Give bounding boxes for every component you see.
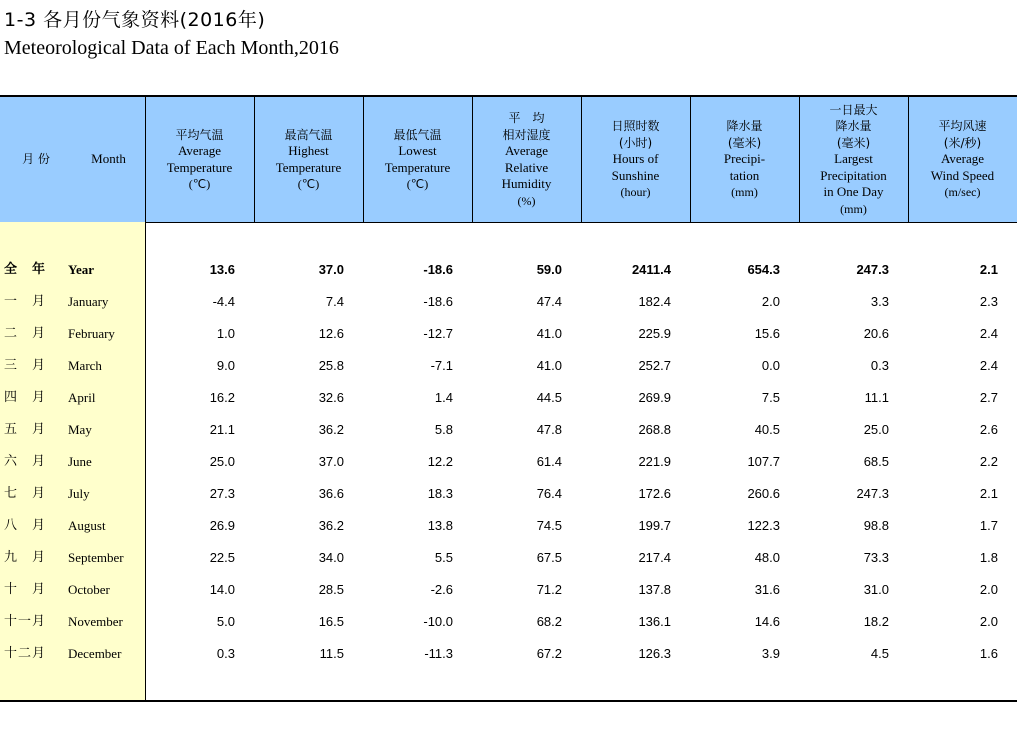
cell-avg-temp: 22.5 <box>209 550 235 565</box>
cell-wind-speed: 2.4 <box>979 326 998 341</box>
header-line: Precipi- <box>723 151 766 167</box>
header-max-temp <box>254 97 363 222</box>
cell-humidity: 67.5 <box>536 550 562 565</box>
month-label-cn: 十 月 <box>4 582 47 597</box>
cell-max-daily-precip: 247.3 <box>856 486 889 501</box>
cell-sunshine: 217.4 <box>638 550 671 565</box>
cell-max-daily-precip: 0.3 <box>870 358 889 373</box>
cell-sunshine: 225.9 <box>638 326 671 341</box>
header-line: 最高气温 <box>284 127 333 142</box>
cell-max-temp: 37.0 <box>318 262 344 277</box>
cell-wind-speed: 2.0 <box>979 582 998 597</box>
cell-avg-temp: 27.3 <box>209 486 235 501</box>
month-label-en: March <box>68 358 102 373</box>
header-line: 降水量 <box>726 119 763 134</box>
month-label-en: April <box>68 390 96 405</box>
month-label-en: June <box>68 454 92 469</box>
cell-humidity: 61.4 <box>536 454 562 469</box>
header-line: (℃) <box>188 177 211 191</box>
header-avg-temp <box>145 97 254 222</box>
header-line: (小时) <box>618 135 653 150</box>
cell-wind-speed: 2.7 <box>979 390 998 405</box>
cell-max-temp: 32.6 <box>318 390 344 405</box>
header-divider <box>799 97 800 222</box>
header-precipitation <box>690 97 799 222</box>
cell-max-daily-precip: 11.1 <box>864 390 889 405</box>
header-line: (毫米) <box>836 135 871 150</box>
month-label-cn: 二 月 <box>4 326 47 341</box>
header-divider <box>908 97 909 222</box>
month-label-cn: 一 月 <box>4 294 47 309</box>
cell-humidity: 47.4 <box>536 294 562 309</box>
cell-wind-speed: 2.4 <box>979 358 998 373</box>
month-label-en: August <box>68 518 106 533</box>
cell-humidity: 68.2 <box>536 614 562 629</box>
cell-wind-speed: 1.8 <box>979 550 998 565</box>
cell-max-temp: 34.0 <box>318 550 344 565</box>
table-row <box>0 542 1017 574</box>
header-line: 平均风速 <box>938 119 987 134</box>
header-line: Temperature <box>166 159 233 175</box>
cell-sunshine: 252.7 <box>638 358 671 373</box>
header-line: Largest <box>834 151 873 167</box>
cell-min-temp: 13.8 <box>427 518 453 533</box>
cell-max-temp: 36.2 <box>318 422 344 437</box>
cell-max-daily-precip: 25.0 <box>863 422 889 437</box>
header-line: (℃) <box>406 177 429 191</box>
cell-humidity: 59.0 <box>536 262 562 277</box>
header-line: (%) <box>517 193 536 208</box>
cell-max-daily-precip: 98.8 <box>863 518 889 533</box>
month-label-en: September <box>68 550 124 565</box>
table-row <box>0 350 1017 382</box>
cell-precipitation: 14.6 <box>754 614 780 629</box>
header-line: Relative <box>504 159 549 175</box>
cell-max-daily-precip: 20.6 <box>863 326 889 341</box>
cell-humidity: 47.8 <box>536 422 562 437</box>
header-line: (m/sec) <box>944 185 981 200</box>
month-label-en: January <box>68 294 109 309</box>
month-label-cn: 八 月 <box>4 518 47 533</box>
cell-wind-speed: 2.3 <box>979 294 998 309</box>
header-line: Hours of <box>612 151 659 167</box>
header-divider <box>690 97 691 222</box>
cell-wind-speed: 2.2 <box>979 454 998 469</box>
cell-humidity: 76.4 <box>536 486 562 501</box>
header-divider <box>363 97 364 222</box>
header-min-temp <box>363 97 472 222</box>
header-month-cn: 月 份 <box>22 152 50 167</box>
month-label-en: October <box>68 582 110 597</box>
month-label-en: Year <box>68 262 94 277</box>
cell-precipitation: 3.9 <box>761 646 780 661</box>
cell-precipitation: 0.0 <box>761 358 780 373</box>
bottom-rule <box>0 700 1017 702</box>
cell-humidity: 41.0 <box>536 358 562 373</box>
header-line: Precipitation <box>820 167 887 183</box>
month-label-cn: 三 月 <box>4 358 47 373</box>
cell-sunshine: 172.6 <box>638 486 671 501</box>
month-label-cn: 四 月 <box>4 390 47 405</box>
cell-wind-speed: 2.1 <box>979 486 998 501</box>
cell-min-temp: 5.5 <box>434 550 453 565</box>
cell-max-daily-precip: 4.5 <box>870 646 889 661</box>
header-line: (米/秒) <box>943 135 982 150</box>
cell-min-temp: -11.3 <box>424 646 453 661</box>
cell-wind-speed: 2.0 <box>979 614 998 629</box>
cell-wind-speed: 2.1 <box>979 262 998 277</box>
cell-precipitation: 48.0 <box>754 550 780 565</box>
cell-humidity: 71.2 <box>536 582 562 597</box>
cell-max-daily-precip: 3.3 <box>870 294 889 309</box>
cell-max-temp: 37.0 <box>318 454 344 469</box>
cell-avg-temp: 0.3 <box>216 646 235 661</box>
cell-min-temp: 1.4 <box>434 390 453 405</box>
header-line: 日照时数 <box>611 119 660 134</box>
table-row <box>0 414 1017 446</box>
header-humidity <box>472 97 581 222</box>
header-line: Lowest <box>398 143 437 158</box>
month-label-cn: 九 月 <box>4 550 47 565</box>
header-divider <box>581 97 582 222</box>
cell-sunshine: 199.7 <box>638 518 671 533</box>
month-label-cn: 全 年 <box>4 262 47 277</box>
month-label-cn: 十二月 <box>4 646 47 661</box>
cell-min-temp: -12.7 <box>423 326 453 341</box>
cell-avg-temp: 9.0 <box>216 358 235 373</box>
header-max-daily-precip <box>799 97 908 222</box>
cell-min-temp: -7.1 <box>430 358 453 373</box>
table-row <box>0 446 1017 478</box>
cell-wind-speed: 1.6 <box>979 646 998 661</box>
cell-precipitation: 2.0 <box>761 294 780 309</box>
header-line: (hour) <box>620 185 651 200</box>
header-line: Temperature <box>384 159 451 175</box>
cell-avg-temp: 25.0 <box>209 454 235 469</box>
cell-max-temp: 36.2 <box>318 518 344 533</box>
cell-min-temp: -18.6 <box>423 262 453 277</box>
header-line: Temperature <box>275 159 342 175</box>
cell-avg-temp: 21.1 <box>209 422 235 437</box>
cell-avg-temp: 13.6 <box>209 262 235 277</box>
table-row <box>0 382 1017 414</box>
cell-max-daily-precip: 73.3 <box>863 550 889 565</box>
month-label-cn: 五 月 <box>4 422 47 437</box>
month-label-cn: 七 月 <box>4 486 47 501</box>
cell-max-temp: 25.8 <box>318 358 344 373</box>
month-label-en: December <box>68 646 122 661</box>
cell-min-temp: -2.6 <box>430 582 453 597</box>
month-label-en: July <box>68 486 90 501</box>
header-sunshine <box>581 97 690 222</box>
cell-precipitation: 15.6 <box>754 326 780 341</box>
month-label-cn: 十一月 <box>4 614 47 629</box>
cell-humidity: 74.5 <box>536 518 562 533</box>
header-line: (毫米) <box>727 135 762 150</box>
header-line: in One Day <box>823 184 884 200</box>
header-line: Average <box>504 143 549 158</box>
header-line: Humidity <box>501 176 552 191</box>
header-line: (℃) <box>297 177 320 191</box>
cell-max-temp: 12.6 <box>318 326 344 341</box>
table-header <box>0 97 1017 223</box>
cell-wind-speed: 2.6 <box>979 422 998 437</box>
header-wind-speed <box>908 97 1017 222</box>
cell-avg-temp: 26.9 <box>209 518 235 533</box>
cell-max-temp: 11.5 <box>319 646 344 661</box>
cell-sunshine: 269.9 <box>638 390 671 405</box>
cell-humidity: 41.0 <box>536 326 562 341</box>
cell-avg-temp: 5.0 <box>216 614 235 629</box>
header-divider <box>472 97 473 222</box>
cell-precipitation: 107.7 <box>747 454 780 469</box>
header-line: Average <box>940 151 985 167</box>
cell-humidity: 67.2 <box>536 646 562 661</box>
header-line: Sunshine <box>611 167 660 183</box>
cell-precipitation: 260.6 <box>747 486 780 501</box>
cell-max-daily-precip: 18.2 <box>863 614 889 629</box>
table-row <box>0 510 1017 542</box>
cell-avg-temp: 16.2 <box>209 390 235 405</box>
table-row <box>0 286 1017 318</box>
header-line: Highest <box>288 143 329 158</box>
header-line: Average <box>177 143 222 158</box>
header-line: 平均气温 <box>175 127 224 142</box>
cell-max-daily-precip: 247.3 <box>856 262 889 277</box>
month-label-en: November <box>68 614 123 629</box>
header-line: 降水量 <box>835 119 872 134</box>
cell-min-temp: 18.3 <box>427 486 453 501</box>
header-line: 相对湿度 <box>502 127 551 142</box>
cell-sunshine: 126.3 <box>638 646 671 661</box>
cell-precipitation: 31.6 <box>754 582 780 597</box>
cell-max-temp: 7.4 <box>325 294 344 309</box>
table-title-chinese: 1-3 各月份气象资料(2016年) <box>4 9 266 31</box>
cell-min-temp: -10.0 <box>423 614 453 629</box>
header-line: 一日最大 <box>829 102 878 117</box>
cell-precipitation: 654.3 <box>747 262 780 277</box>
cell-precipitation: 7.5 <box>761 390 780 405</box>
table-row <box>0 478 1017 510</box>
cell-sunshine: 182.4 <box>638 294 671 309</box>
month-label-cn: 六 月 <box>4 454 47 469</box>
cell-max-temp: 16.5 <box>318 614 344 629</box>
header-line: (mm) <box>731 185 758 200</box>
table-title-english: Meteorological Data of Each Month,2016 <box>4 37 339 59</box>
header-line: (mm) <box>840 201 867 216</box>
table-row <box>0 606 1017 638</box>
cell-avg-temp: 14.0 <box>209 582 235 597</box>
header-line: 最低气温 <box>393 127 442 142</box>
header-divider <box>254 97 255 222</box>
cell-avg-temp: 1.0 <box>216 326 235 341</box>
table-row <box>0 638 1017 670</box>
cell-sunshine: 2411.4 <box>631 262 671 277</box>
cell-precipitation: 122.3 <box>747 518 780 533</box>
month-label-en: February <box>68 326 115 341</box>
cell-min-temp: -18.6 <box>423 294 453 309</box>
cell-avg-temp: -4.4 <box>212 294 235 309</box>
cell-sunshine: 137.8 <box>638 582 671 597</box>
cell-precipitation: 40.5 <box>754 422 780 437</box>
cell-sunshine: 136.1 <box>638 614 671 629</box>
header-line: tation <box>729 167 760 183</box>
cell-sunshine: 268.8 <box>638 422 671 437</box>
cell-humidity: 44.5 <box>536 390 562 405</box>
header-line: 平 均 <box>508 111 545 125</box>
cell-min-temp: 5.8 <box>434 422 453 437</box>
cell-wind-speed: 1.7 <box>979 518 998 533</box>
header-divider <box>145 97 146 222</box>
cell-max-daily-precip: 31.0 <box>863 582 889 597</box>
cell-sunshine: 221.9 <box>638 454 671 469</box>
cell-min-temp: 12.2 <box>427 454 453 469</box>
cell-max-temp: 28.5 <box>318 582 344 597</box>
table-row <box>0 254 1017 286</box>
cell-max-daily-precip: 68.5 <box>863 454 889 469</box>
table-row <box>0 574 1017 606</box>
header-month-en: Month <box>91 151 126 167</box>
cell-max-temp: 36.6 <box>318 486 344 501</box>
header-line: Wind Speed <box>930 167 995 183</box>
table-row <box>0 318 1017 350</box>
month-label-en: May <box>68 422 92 437</box>
